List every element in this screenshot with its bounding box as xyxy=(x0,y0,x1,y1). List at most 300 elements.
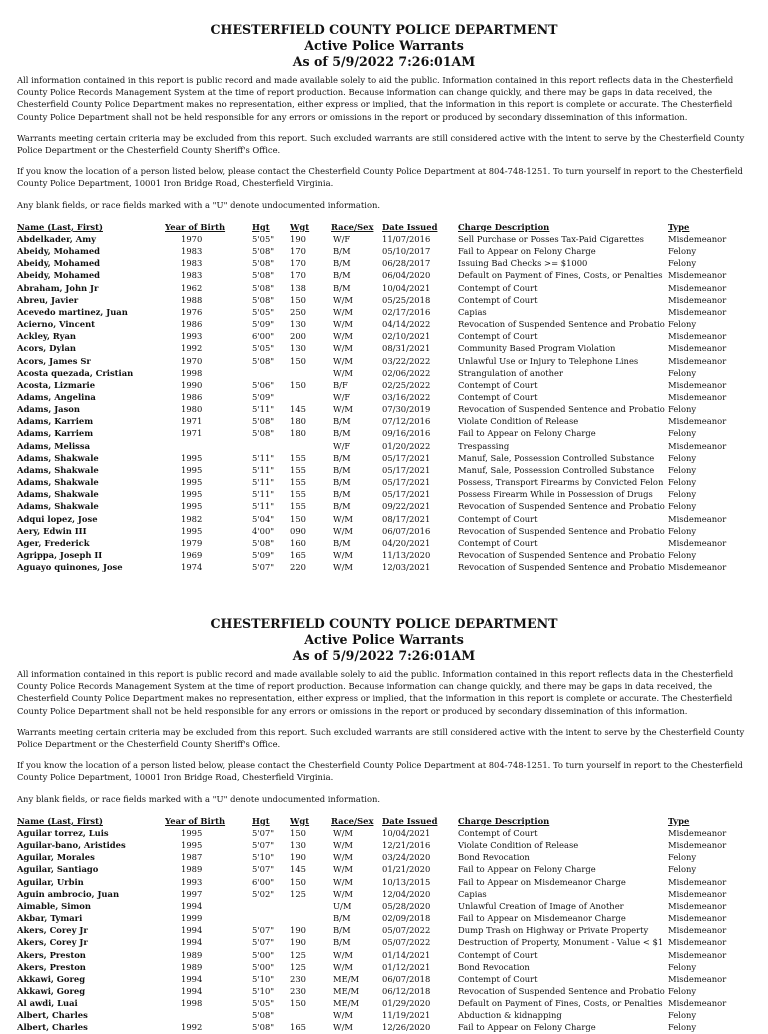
cell-race-sex: B/M xyxy=(333,428,351,439)
cell-weight: 150 xyxy=(290,513,306,524)
cell-race-sex: W/M xyxy=(333,864,354,875)
table-row xyxy=(17,851,751,863)
table-row xyxy=(17,827,751,839)
cell-name: Abeidy, Mohamed xyxy=(17,270,101,281)
cell-charge: Revocation of Suspended Sentence and Probatio xyxy=(458,525,665,536)
cell-type: Misdemeanor xyxy=(668,876,727,887)
cell-weight: 190 xyxy=(290,852,306,863)
cell-type: Misdemeanor xyxy=(668,888,727,899)
cell-weight: 138 xyxy=(290,282,306,293)
cell-weight: 230 xyxy=(290,973,306,984)
disclaimer-paragraph: All information contained in this report is public record and made available solely to aid the public. Information contained in this report reflects data in the Chesterfield County Police Records Management System at the time of report production. Because information can change quickly, and there may be gaps in data received, the Chesterfield County Police Department makes no representation, either express or implied, that the information in this report is complete or accurate. The Chesterfield County Police Department shall not be held responsible for any errors or omissions in the report or produced by secondary dissemination of this information. xyxy=(17,669,734,716)
cell-year-of-birth: 1995 xyxy=(181,827,203,838)
cell-name: Acors, Dylan xyxy=(17,343,76,354)
cell-year-of-birth: 1993 xyxy=(181,876,203,887)
cell-charge: Sell Purchase or Posses Tax-Paid Cigarettes xyxy=(458,233,644,244)
report-section-1 xyxy=(17,22,751,573)
cell-weight: 150 xyxy=(290,379,306,390)
column-header-weight: Wgt xyxy=(290,815,310,826)
table-header-row xyxy=(17,815,751,827)
cell-name: Adams, Angelina xyxy=(17,392,96,403)
cell-date-issued: 07/30/2019 xyxy=(382,404,431,415)
cell-type: Felony xyxy=(668,864,697,875)
report-section-2 xyxy=(17,616,751,1034)
cell-date-issued: 04/14/2022 xyxy=(382,319,431,330)
cell-height: 5'11" xyxy=(252,501,275,512)
cell-height: 5'08" xyxy=(252,1022,275,1033)
cell-date-issued: 06/07/2016 xyxy=(382,525,431,536)
cell-type: Misdemeanor xyxy=(668,440,727,451)
cell-height: 5'07" xyxy=(252,827,275,838)
cell-weight: 190 xyxy=(290,925,306,936)
cell-year-of-birth: 1969 xyxy=(181,550,203,561)
cell-type: Felony xyxy=(668,852,697,863)
cell-race-sex: B/M xyxy=(333,270,351,281)
cell-year-of-birth: 1986 xyxy=(181,319,203,330)
table-row xyxy=(17,464,751,476)
column-header-date-issued: Date Issued xyxy=(382,815,438,826)
column-header-name: Name (Last, First) xyxy=(17,815,103,826)
cell-year-of-birth: 1974 xyxy=(181,562,203,573)
cell-charge: Fail to Appear on Misdemeanor Charge xyxy=(458,913,626,924)
column-header-name: Name (Last, First) xyxy=(17,221,103,232)
cell-charge: Revocation of Suspended Sentence and Probatio xyxy=(458,986,665,997)
cell-type: Misdemeanor xyxy=(668,973,727,984)
cell-name: Adams, Jason xyxy=(17,404,80,415)
cell-charge: Manuf, Sale, Possession Controlled Substance xyxy=(458,464,655,475)
cell-name: Aguilar, Morales xyxy=(17,852,95,863)
cell-date-issued: 05/17/2021 xyxy=(382,452,431,463)
cell-type: Misdemeanor xyxy=(668,537,727,548)
cell-height: 5'07" xyxy=(252,925,275,936)
cell-charge: Bond Revocation xyxy=(458,852,530,863)
cell-race-sex: W/M xyxy=(333,367,354,378)
cell-type: Felony xyxy=(668,367,697,378)
cell-type: Felony xyxy=(668,258,697,269)
table-row xyxy=(17,900,751,912)
table-row xyxy=(17,355,751,367)
cell-type: Misdemeanor xyxy=(668,306,727,317)
cell-name: Ackley, Ryan xyxy=(17,331,76,342)
table-row xyxy=(17,415,751,427)
cell-year-of-birth: 1999 xyxy=(181,913,203,924)
cell-race-sex: W/M xyxy=(333,888,354,899)
cell-weight: 190 xyxy=(290,937,306,948)
contact-paragraph: If you know the location of a person listed below, please contact the Chesterfield County Police Department at 804-748-1251. To turn yourself in report to the Chesterfield County Police Department, 10001 Iron Bridge Road, Chesterfield Virginia. xyxy=(17,166,743,189)
cell-race-sex: W/M xyxy=(333,876,354,887)
cell-name: Aguilar-bano, Aristides xyxy=(17,840,126,851)
cell-height: 5'05" xyxy=(252,998,275,1009)
column-header-date-issued: Date Issued xyxy=(382,221,438,232)
cell-weight: 180 xyxy=(290,428,306,439)
cell-year-of-birth: 1995 xyxy=(181,840,203,851)
cell-type: Misdemeanor xyxy=(668,270,727,281)
table-row xyxy=(17,488,751,500)
cell-height: 5'11" xyxy=(252,404,275,415)
cell-charge: Contempt of Court xyxy=(458,827,538,838)
cell-date-issued: 12/26/2020 xyxy=(382,1022,431,1033)
cell-race-sex: B/M xyxy=(333,464,351,475)
table-row xyxy=(17,549,751,561)
cell-charge: Contempt of Court xyxy=(458,537,538,548)
cell-charge: Bond Revocation xyxy=(458,961,530,972)
cell-year-of-birth: 1995 xyxy=(181,489,203,500)
cell-name: Akers, Corey Jr xyxy=(17,925,88,936)
table-row xyxy=(17,1009,751,1021)
cell-weight: 150 xyxy=(290,876,306,887)
cell-date-issued: 09/16/2016 xyxy=(382,428,431,439)
cell-type: Felony xyxy=(668,1010,697,1021)
cell-name: Albert, Charles xyxy=(17,1010,88,1021)
cell-year-of-birth: 1971 xyxy=(181,416,203,427)
cell-height: 5'11" xyxy=(252,464,275,475)
cell-height: 6'00" xyxy=(252,876,275,887)
cell-type: Misdemeanor xyxy=(668,282,727,293)
cell-height: 5'10" xyxy=(252,852,275,863)
cell-weight: 155 xyxy=(290,464,306,475)
cell-type: Felony xyxy=(668,986,697,997)
table-row xyxy=(17,876,751,888)
cell-height: 5'08" xyxy=(252,246,275,257)
cell-type: Misdemeanor xyxy=(668,840,727,851)
cell-charge: Capias xyxy=(458,888,487,899)
cell-date-issued: 01/12/2021 xyxy=(382,961,431,972)
cell-year-of-birth: 1998 xyxy=(181,367,203,378)
cell-date-issued: 12/03/2021 xyxy=(382,562,431,573)
cell-race-sex: W/M xyxy=(333,513,354,524)
table-row xyxy=(17,561,751,573)
cell-year-of-birth: 1979 xyxy=(181,537,203,548)
cell-year-of-birth: 1980 xyxy=(181,404,203,415)
cell-date-issued: 02/06/2022 xyxy=(382,367,431,378)
cell-charge: Unlawful Creation of Image of Another xyxy=(458,900,624,911)
cell-name: Acevedo martinez, Juan xyxy=(17,306,128,317)
cell-type: Felony xyxy=(668,477,697,488)
cell-year-of-birth: 1994 xyxy=(181,986,203,997)
cell-height: 5'08" xyxy=(252,416,275,427)
cell-date-issued: 05/07/2022 xyxy=(382,937,431,948)
cell-name: Adams, Shakwale xyxy=(17,464,99,475)
cell-weight xyxy=(290,440,331,452)
cell-date-issued: 01/21/2020 xyxy=(382,864,431,875)
cell-weight: 200 xyxy=(290,331,306,342)
cell-type: Felony xyxy=(668,319,697,330)
cell-name: Akers, Preston xyxy=(17,961,86,972)
column-header-charge: Charge Description xyxy=(458,815,550,826)
cell-race-sex: W/F xyxy=(333,233,351,244)
cell-type: Misdemeanor xyxy=(668,562,727,573)
cell-year-of-birth: 1983 xyxy=(181,246,203,257)
table-row xyxy=(17,306,751,318)
cell-date-issued: 12/21/2016 xyxy=(382,840,431,851)
report-timestamp: As of 5/9/2022 7:26:01AM xyxy=(292,648,476,663)
cell-height xyxy=(252,912,290,924)
cell-charge: Community Based Program Violation xyxy=(458,343,616,354)
cell-race-sex: B/M xyxy=(333,477,351,488)
table-row xyxy=(17,233,751,245)
cell-race-sex: ME/M xyxy=(333,998,360,1009)
cell-race-sex: W/M xyxy=(333,840,354,851)
cell-charge: Manuf, Sale, Possession Controlled Substance xyxy=(458,452,655,463)
cell-year-of-birth: 1994 xyxy=(181,973,203,984)
cell-charge: Revocation of Suspended Sentence and Probatio xyxy=(458,501,665,512)
cell-name: Adams, Shakwale xyxy=(17,452,99,463)
cell-height: 5'09" xyxy=(252,550,275,561)
cell-charge: Revocation of Suspended Sentence and Probatio xyxy=(458,562,665,573)
cell-weight: 190 xyxy=(290,233,306,244)
cell-name: Adams, Shakwale xyxy=(17,489,99,500)
exclusion-paragraph: Warrants meeting certain criteria may be excluded from this report. Such excluded warrants are still considered active with the intent to serve by the Chesterfield County Police Department or the Chesterfield County Sheriff's Office. xyxy=(17,132,745,156)
cell-year-of-birth: 1989 xyxy=(181,949,203,960)
cell-race-sex: B/M xyxy=(333,489,351,500)
cell-type: Misdemeanor xyxy=(668,343,727,354)
column-header-type: Type xyxy=(668,815,690,826)
cell-type: Misdemeanor xyxy=(668,331,727,342)
cell-type: Felony xyxy=(668,464,697,475)
table-row xyxy=(17,985,751,997)
cell-name: Acors, James Sr xyxy=(17,355,91,366)
cell-height: 5'05" xyxy=(252,343,275,354)
exclusion-paragraph: Warrants meeting certain criteria may be excluded from this report. Such excluded warrants are still considered active with the intent to serve by the Chesterfield County Police Department or the Chesterfield County Sheriff's Office. xyxy=(17,726,745,750)
cell-height: 5'10" xyxy=(252,973,275,984)
cell-name: Acosta, Lizmarie xyxy=(17,379,96,390)
cell-name: Abeidy, Mohamed xyxy=(17,246,101,257)
cell-weight: 230 xyxy=(290,986,306,997)
cell-height xyxy=(252,440,290,452)
cell-year-of-birth: 1982 xyxy=(181,513,203,524)
cell-race-sex: B/M xyxy=(333,258,351,269)
column-header-year-of-birth: Year of Birth xyxy=(165,221,226,232)
department-title: CHESTERFIELD COUNTY POLICE DEPARTMENT xyxy=(210,22,558,37)
cell-charge: Possess Firearm While in Possession of Drugs xyxy=(458,489,653,500)
cell-height: 5'08" xyxy=(252,1010,275,1021)
cell-weight: 170 xyxy=(290,270,306,281)
cell-weight: 145 xyxy=(290,864,306,875)
table-row xyxy=(17,379,751,391)
cell-date-issued: 06/12/2018 xyxy=(382,986,431,997)
cell-year-of-birth: 1970 xyxy=(181,355,203,366)
cell-date-issued: 05/07/2022 xyxy=(382,925,431,936)
cell-race-sex: B/M xyxy=(333,246,351,257)
cell-race-sex: B/M xyxy=(333,452,351,463)
table-row xyxy=(17,924,751,936)
blank-fields-note: Any blank fields, or race fields marked with a "U" denote undocumented information. xyxy=(17,793,381,804)
cell-weight: 170 xyxy=(290,246,306,257)
cell-charge: Fail to Appear on Felony Charge xyxy=(458,864,596,875)
table-row xyxy=(17,888,751,900)
cell-type: Misdemeanor xyxy=(668,827,727,838)
cell-name: Acierno, Vincent xyxy=(17,319,96,330)
cell-weight xyxy=(290,367,331,379)
cell-name: Akers, Corey Jr xyxy=(17,937,88,948)
cell-height: 5'08" xyxy=(252,282,275,293)
cell-charge: Fail to Appear on Felony Charge xyxy=(458,428,596,439)
cell-weight: 165 xyxy=(290,550,306,561)
cell-height: 5'08" xyxy=(252,428,275,439)
cell-year-of-birth: 1995 xyxy=(181,525,203,536)
cell-height: 5'00" xyxy=(252,949,275,960)
cell-name: Abdelkader, Amy xyxy=(17,233,96,244)
cell-charge: Abduction & kidnapping xyxy=(458,1010,562,1021)
table-row xyxy=(17,500,751,512)
cell-weight xyxy=(290,912,331,924)
cell-height: 5'08" xyxy=(252,258,275,269)
cell-weight: 150 xyxy=(290,294,306,305)
cell-weight: 150 xyxy=(290,355,306,366)
cell-date-issued: 10/04/2021 xyxy=(382,282,431,293)
table-row xyxy=(17,476,751,488)
table-row xyxy=(17,318,751,330)
column-header-year-of-birth: Year of Birth xyxy=(165,815,226,826)
cell-charge: Fail to Appear on Misdemeanor Charge xyxy=(458,876,626,887)
cell-name: Aimable, Simon xyxy=(17,900,91,911)
cell-charge: Trespassing xyxy=(458,440,510,451)
cell-charge: Fail to Appear on Felony Charge xyxy=(458,1022,596,1033)
cell-date-issued: 08/17/2021 xyxy=(382,513,431,524)
cell-name: Al awdi, Luai xyxy=(17,998,78,1009)
cell-charge: Contempt of Court xyxy=(458,392,538,403)
cell-year-of-birth: 1993 xyxy=(181,331,203,342)
cell-name: Abreu, Javier xyxy=(17,294,79,305)
table-row xyxy=(17,1021,751,1033)
cell-charge: Contempt of Court xyxy=(458,294,538,305)
table-row xyxy=(17,440,751,452)
cell-height: 5'08" xyxy=(252,537,275,548)
cell-height: 5'08" xyxy=(252,355,275,366)
cell-race-sex: B/M xyxy=(333,537,351,548)
cell-name: Abeidy, Mohamed xyxy=(17,258,101,269)
cell-height: 5'11" xyxy=(252,489,275,500)
column-header-height: Hgt xyxy=(252,815,270,826)
cell-weight: 155 xyxy=(290,452,306,463)
warrants-table xyxy=(17,815,751,1034)
cell-weight: 130 xyxy=(290,343,306,354)
cell-weight: 125 xyxy=(290,888,306,899)
cell-name: Adams, Shakwale xyxy=(17,501,99,512)
cell-name: Adams, Melissa xyxy=(17,440,91,451)
cell-name: Adams, Shakwale xyxy=(17,477,99,488)
cell-height xyxy=(252,367,290,379)
report-subtitle: Active Police Warrants xyxy=(304,38,464,53)
cell-height: 5'08" xyxy=(252,270,275,281)
cell-charge: Unlawful Use or Injury to Telephone Lines xyxy=(458,355,639,366)
table-row xyxy=(17,997,751,1009)
table-row xyxy=(17,294,751,306)
cell-date-issued: 05/25/2018 xyxy=(382,294,431,305)
cell-type: Felony xyxy=(668,1022,697,1033)
cell-weight: 145 xyxy=(290,404,306,415)
column-header-race-sex: Race/Sex xyxy=(331,815,374,826)
cell-weight: 155 xyxy=(290,477,306,488)
table-row xyxy=(17,367,751,379)
cell-charge: Possess, Transport Firearms by Convicted Felon xyxy=(458,477,664,488)
cell-charge: Revocation of Suspended Sentence and Probatio xyxy=(458,404,665,415)
cell-type: Misdemeanor xyxy=(668,937,727,948)
cell-date-issued: 03/16/2022 xyxy=(382,392,431,403)
cell-type: Felony xyxy=(668,428,697,439)
table-row xyxy=(17,973,751,985)
cell-type: Misdemeanor xyxy=(668,294,727,305)
cell-height: 5'07" xyxy=(252,562,275,573)
cell-weight: 130 xyxy=(290,840,306,851)
cell-race-sex: ME/M xyxy=(333,986,360,997)
cell-year-of-birth: 1997 xyxy=(181,888,203,899)
cell-race-sex: W/M xyxy=(333,949,354,960)
cell-weight: 165 xyxy=(290,1022,306,1033)
cell-height: 5'04" xyxy=(252,513,275,524)
cell-date-issued: 01/20/2022 xyxy=(382,440,431,451)
cell-type: Felony xyxy=(668,404,697,415)
cell-type: Misdemeanor xyxy=(668,913,727,924)
cell-name: Albert, Charles xyxy=(17,1022,88,1033)
cell-date-issued: 02/10/2021 xyxy=(382,331,431,342)
cell-year-of-birth: 1976 xyxy=(181,306,203,317)
column-header-race-sex: Race/Sex xyxy=(331,221,374,232)
cell-weight: 220 xyxy=(290,562,306,573)
table-row xyxy=(17,282,751,294)
cell-date-issued: 03/24/2020 xyxy=(382,852,431,863)
cell-race-sex: B/M xyxy=(333,925,351,936)
cell-height: 5'07" xyxy=(252,937,275,948)
table-row xyxy=(17,257,751,269)
cell-race-sex: B/M xyxy=(333,282,351,293)
warrants-table xyxy=(17,221,751,574)
table-row xyxy=(17,961,751,973)
cell-race-sex: W/M xyxy=(333,1010,354,1021)
cell-height: 5'05" xyxy=(252,306,275,317)
cell-year-of-birth: 1988 xyxy=(181,294,203,305)
cell-weight: 130 xyxy=(290,319,306,330)
cell-weight: 160 xyxy=(290,537,306,548)
cell-height: 5'10" xyxy=(252,986,275,997)
cell-weight: 150 xyxy=(290,827,306,838)
cell-name: Adqui lopez, Jose xyxy=(17,513,98,524)
cell-height: 6'00" xyxy=(252,331,275,342)
table-row xyxy=(17,330,751,342)
cell-year-of-birth: 1995 xyxy=(181,477,203,488)
report-timestamp: As of 5/9/2022 7:26:01AM xyxy=(292,54,476,69)
cell-name: Abraham, John Jr xyxy=(17,282,99,293)
cell-date-issued: 11/13/2020 xyxy=(382,550,431,561)
cell-height: 5'07" xyxy=(252,840,275,851)
cell-name: Adams, Karriem xyxy=(17,416,94,427)
table-row xyxy=(17,912,751,924)
cell-year-of-birth xyxy=(165,1009,252,1021)
cell-date-issued: 02/25/2022 xyxy=(382,379,431,390)
cell-type: Misdemeanor xyxy=(668,355,727,366)
table-row xyxy=(17,342,751,354)
cell-year-of-birth xyxy=(165,440,252,452)
table-row xyxy=(17,863,751,875)
cell-year-of-birth: 1971 xyxy=(181,428,203,439)
cell-charge: Default on Payment of Fines, Costs, or Penalties xyxy=(458,998,663,1009)
cell-name: Aguilar torrez, Luis xyxy=(17,827,109,838)
cell-race-sex: W/M xyxy=(333,562,354,573)
cell-weight: 125 xyxy=(290,949,306,960)
cell-type: Felony xyxy=(668,961,697,972)
cell-weight xyxy=(290,900,331,912)
cell-weight: 090 xyxy=(290,525,306,536)
cell-race-sex: B/M xyxy=(333,416,351,427)
cell-name: Ager, Frederick xyxy=(17,537,90,548)
cell-weight: 155 xyxy=(290,489,306,500)
cell-height: 5'11" xyxy=(252,452,275,463)
cell-weight: 125 xyxy=(290,961,306,972)
cell-height: 5'11" xyxy=(252,477,275,488)
column-header-charge: Charge Description xyxy=(458,221,550,232)
cell-date-issued: 04/20/2021 xyxy=(382,537,431,548)
cell-type: Misdemeanor xyxy=(668,416,727,427)
